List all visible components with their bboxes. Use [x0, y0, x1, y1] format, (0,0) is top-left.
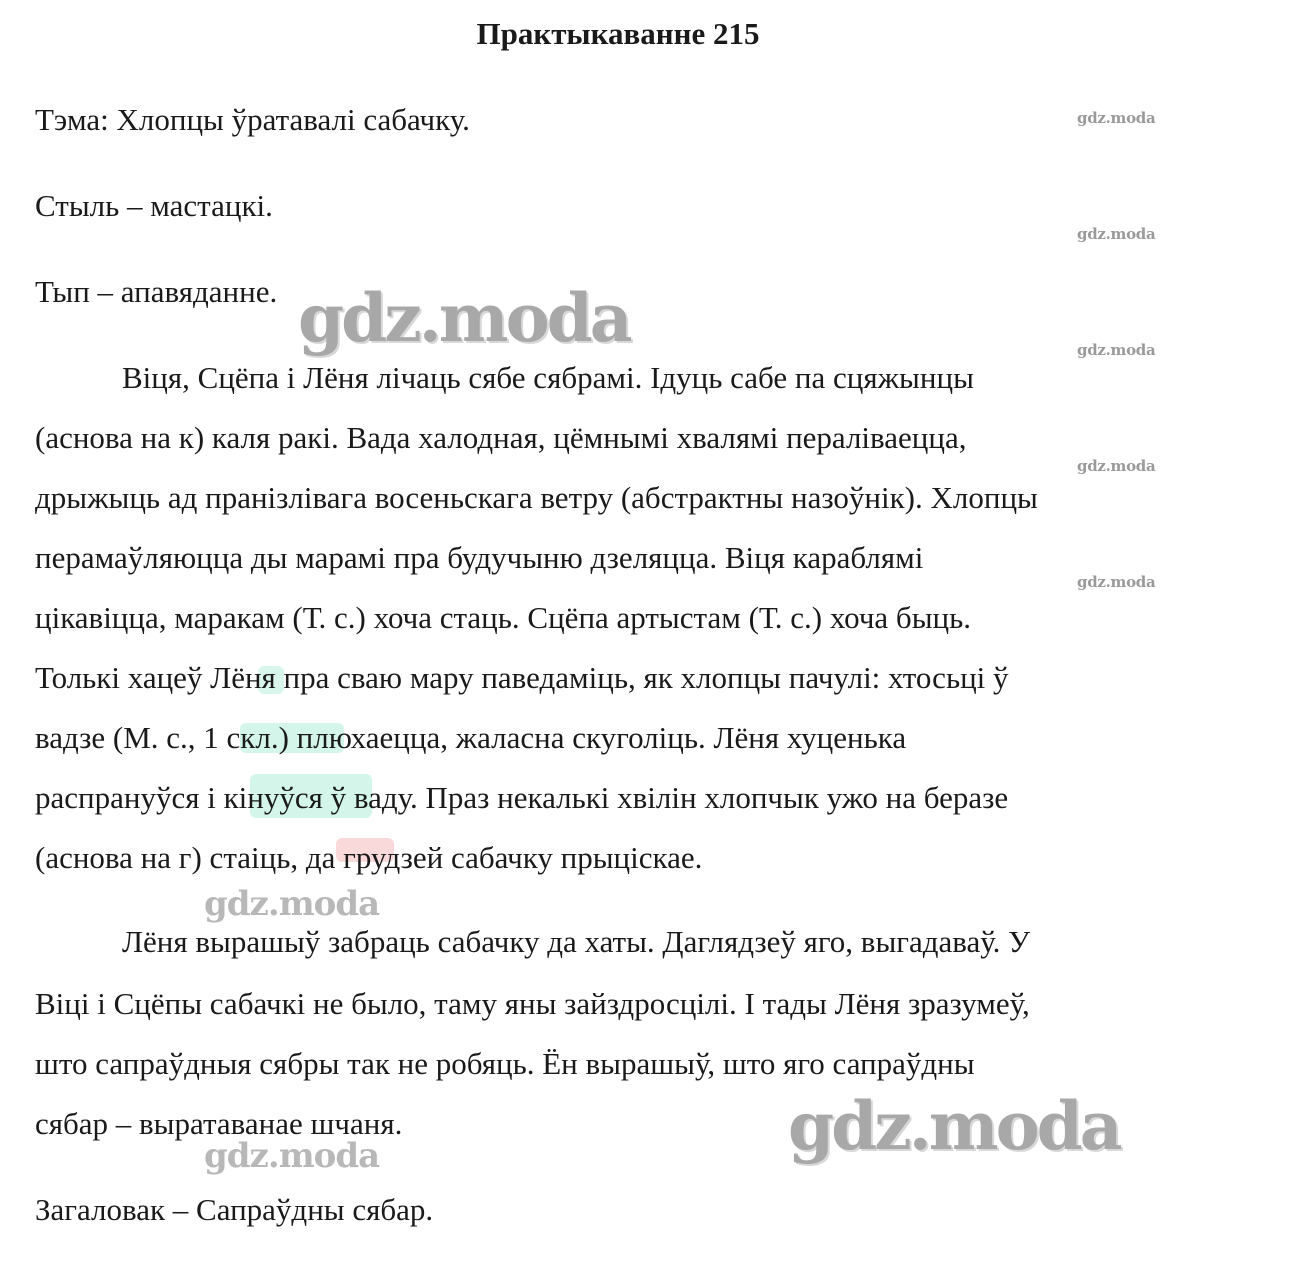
heading-line: Загаловак – Сапраўдны сябар.	[35, 1192, 434, 1227]
style-line: Стыль – мастацкі.	[35, 188, 273, 223]
watermark: gdz.moda	[204, 884, 380, 924]
watermark: gdz.moda	[1077, 109, 1156, 127]
paragraph1-line: Віця, Сцёпа і Лёня лічаць сябе сябрамі. Ідуць сабе па сцяжынцы	[122, 360, 974, 395]
paragraph2-line: што сапраўдныя сябры так не робяць. Ён вырашыў, што яго сапраўдны	[35, 1046, 975, 1081]
paragraph1-line: цікавіцца, маракам (Т. с.) хоча стаць. Сцёпа артыстам (Т. с.) хоча быць.	[35, 600, 972, 635]
paragraph1-line: распрануўся і кінуўся ў ваду. Праз некалькі хвілін хлопчык ужо на беразе	[35, 780, 1009, 815]
paragraph2-line: Лёня вырашыў забраць сабачку да хаты. Даглядзеў яго, выгадаваў. У	[122, 924, 1031, 959]
paragraph2-line: сябар – выратаванае шчаня.	[35, 1106, 403, 1141]
watermark-large: gdz.moda	[788, 1087, 1120, 1165]
type-line: Тып – апавяданне.	[35, 274, 278, 309]
watermark-large: gdz.moda	[298, 279, 630, 357]
paragraph1-line: перамаўляюцца ды марамі пра будучыню дзеляцца. Віця караблямі	[35, 540, 924, 575]
theme-line: Тэма: Хлопцы ўратавалі сабачку.	[35, 102, 470, 137]
paragraph1-line: (аснова на г) стаіць, да грудзей сабачку прыціскае.	[35, 840, 703, 875]
paragraph1-line: вадзе (М. с., 1 скл.) плюхаецца, жаласна скуголіць. Лёня хуценька	[35, 720, 907, 755]
watermark: gdz.moda	[204, 1136, 380, 1176]
watermark: gdz.moda	[1077, 457, 1156, 475]
watermark: gdz.moda	[1077, 225, 1156, 243]
paragraph1-line: Толькі хацеў Лёня пра сваю мару паведаміць, як хлопцы пачулі: хтосьці ў	[35, 660, 1009, 695]
paragraph1-line: дрыжыць ад пранізлівага восеньскага ветру (абстрактны назоўнік). Хлопцы	[35, 480, 1038, 515]
watermark: gdz.moda	[1077, 341, 1156, 359]
paragraph2-line: Віці і Сцёпы сабачкі не было, таму яны зайздросцілі. І тады Лёня зразумеў,	[35, 986, 1030, 1021]
page-title: Практыкаванне 215	[476, 16, 760, 51]
watermark: gdz.moda	[1077, 573, 1156, 591]
paragraph1-line: (аснова на к) каля ракі. Вада халодная, цёмнымі хвалямі пераліваецца,	[35, 420, 967, 455]
